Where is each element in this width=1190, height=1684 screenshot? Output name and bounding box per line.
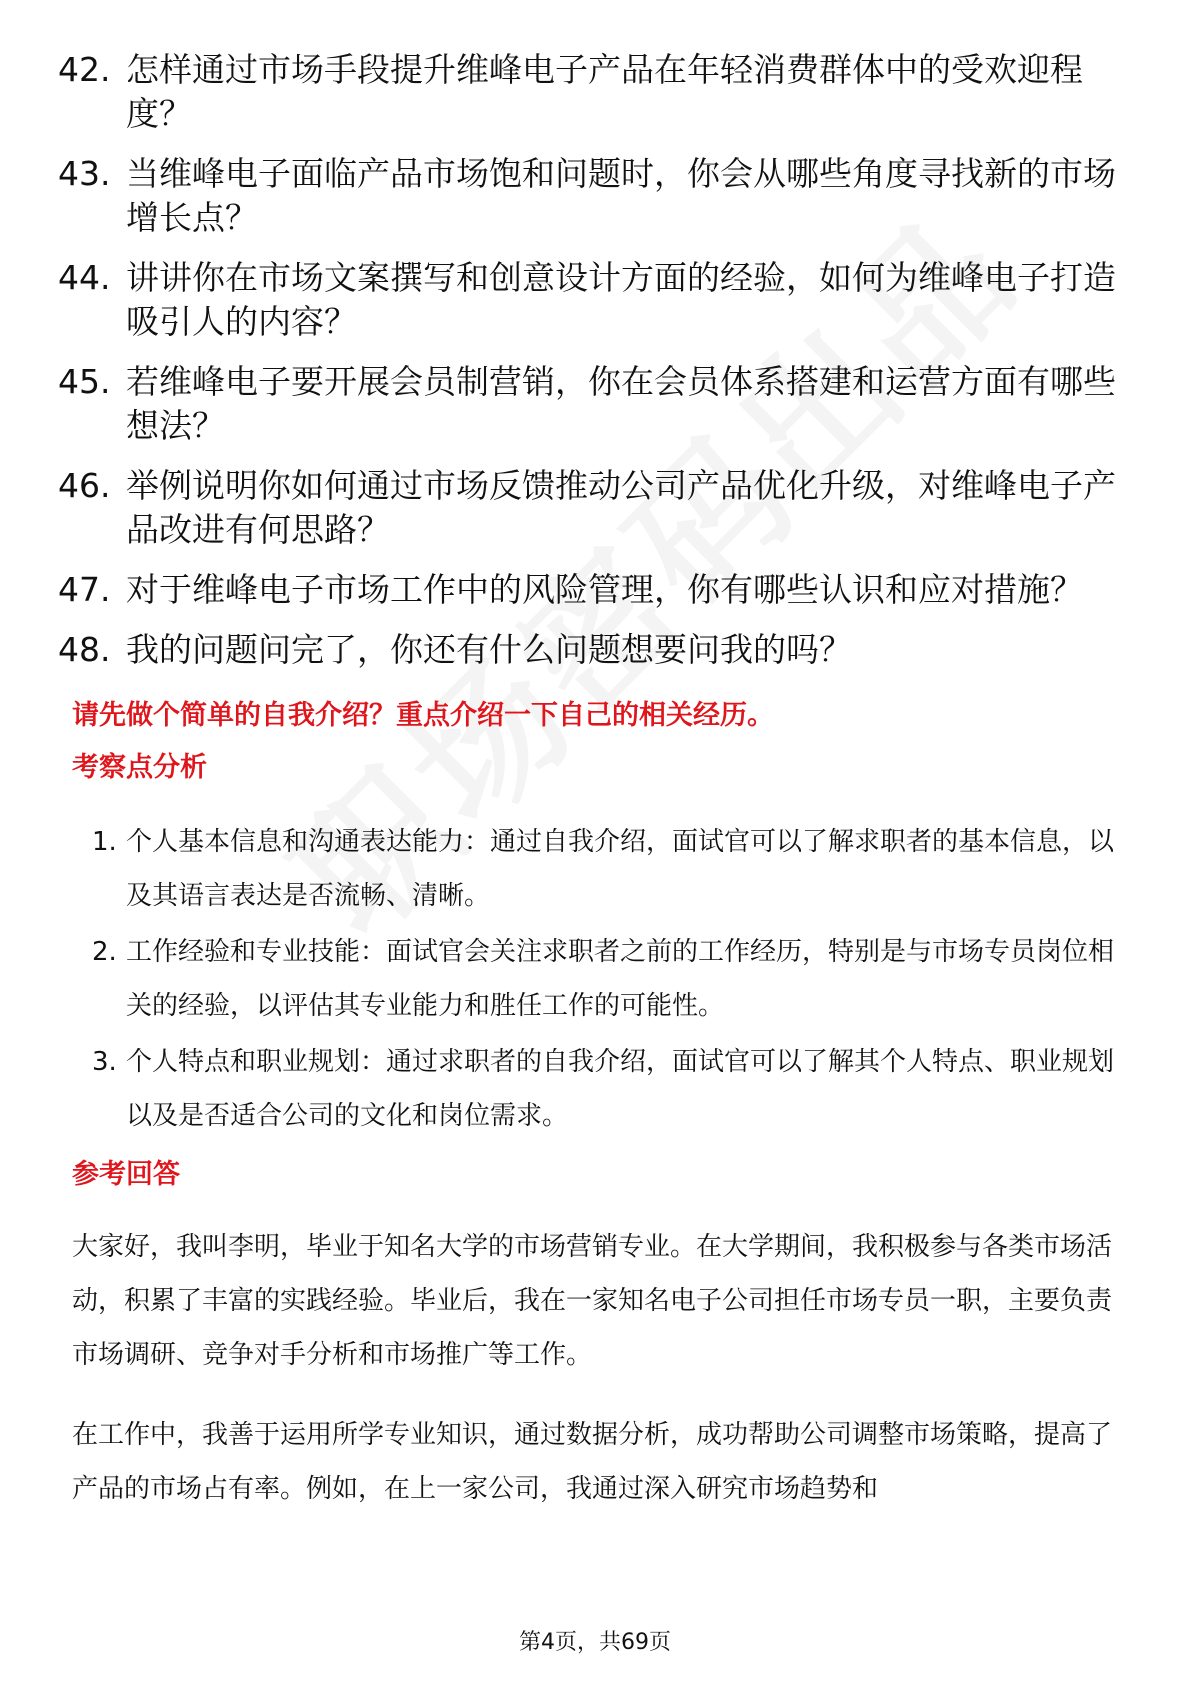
question-text: 我的问题问完了，你还有什么问题想要问我的吗？	[126, 630, 852, 669]
answer-paragraph: 大家好，我叫李明，毕业于知名大学的市场营销专业。在大学期间，我积极参与各类市场活动，积累了丰富的实践经验。毕业后，我在一家知名电子公司担任市场专员一职，主要负责市场调研、竞争对手分析和市场推广等工作。	[72, 1232, 1113, 1370]
question-item	[58, 628, 1138, 672]
analysis-point-number: 1.	[92, 827, 117, 857]
analysis-point	[92, 1035, 1132, 1143]
answer-heading: 参考回答	[72, 1159, 180, 1190]
question-item	[58, 256, 1138, 344]
question-text: 若维峰电子要开展会员制营销，你在会员体系搭建和运营方面有哪些想法？	[126, 362, 1116, 445]
question-item	[58, 152, 1138, 240]
question-item	[58, 48, 1138, 136]
question-number: 43.	[58, 154, 111, 193]
section-question-title: 请先做个简单的自我介绍？重点介绍一下自己的相关经历。	[72, 700, 774, 731]
answer-paragraph: 在工作中，我善于运用所学专业知识，通过数据分析，成功帮助公司调整市场策略，提高了产品的市场占有率。例如，在上一家公司，我通过深入研究市场趋势和	[72, 1420, 1113, 1504]
analysis-point-text: 个人基本信息和沟通表达能力：通过自我介绍，面试官可以了解求职者的基本信息，以及其语言表达是否流畅、清晰。	[126, 827, 1115, 911]
question-item	[58, 568, 1138, 612]
question-item	[58, 464, 1138, 552]
question-text: 举例说明你如何通过市场反馈推动公司产品优化升级，对维峰电子产品改进有何思路？	[126, 466, 1116, 549]
analysis-list	[92, 815, 1132, 1145]
question-text: 讲讲你在市场文案撰写和创意设计方面的经验，如何为维峰电子打造吸引人的内容？	[126, 258, 1116, 341]
question-number: 42.	[58, 50, 111, 89]
question-number: 45.	[58, 362, 111, 401]
analysis-point-text: 工作经验和专业技能：面试官会关注求职者之前的工作经历，特别是与市场专员岗位相关的经验，以评估其专业能力和胜任工作的可能性。	[126, 937, 1115, 1021]
question-number: 44.	[58, 258, 111, 297]
analysis-point	[92, 815, 1132, 923]
question-number: 46.	[58, 466, 111, 505]
page-number: 第4页，共69页	[519, 1630, 671, 1655]
question-number: 47.	[58, 570, 111, 609]
question-number: 48.	[58, 630, 111, 669]
analysis-heading: 考察点分析	[72, 752, 207, 783]
analysis-point-number: 2.	[92, 937, 117, 967]
question-list	[58, 48, 1138, 688]
question-text: 对于维峰电子市场工作中的风险管理，你有哪些认识和应对措施？	[126, 570, 1083, 609]
analysis-point-text: 个人特点和职业规划：通过求职者的自我介绍，面试官可以了解其个人特点、职业规划以及是否适合公司的文化和岗位需求。	[126, 1047, 1115, 1131]
analysis-point	[92, 925, 1132, 1033]
analysis-point-number: 3.	[92, 1047, 117, 1077]
question-text: 当维峰电子面临产品市场饱和问题时，你会从哪些角度寻找新的市场增长点？	[126, 154, 1116, 237]
question-item	[58, 360, 1138, 448]
question-text: 怎样通过市场手段提升维峰电子产品在年轻消费群体中的受欢迎程度？	[126, 50, 1083, 133]
